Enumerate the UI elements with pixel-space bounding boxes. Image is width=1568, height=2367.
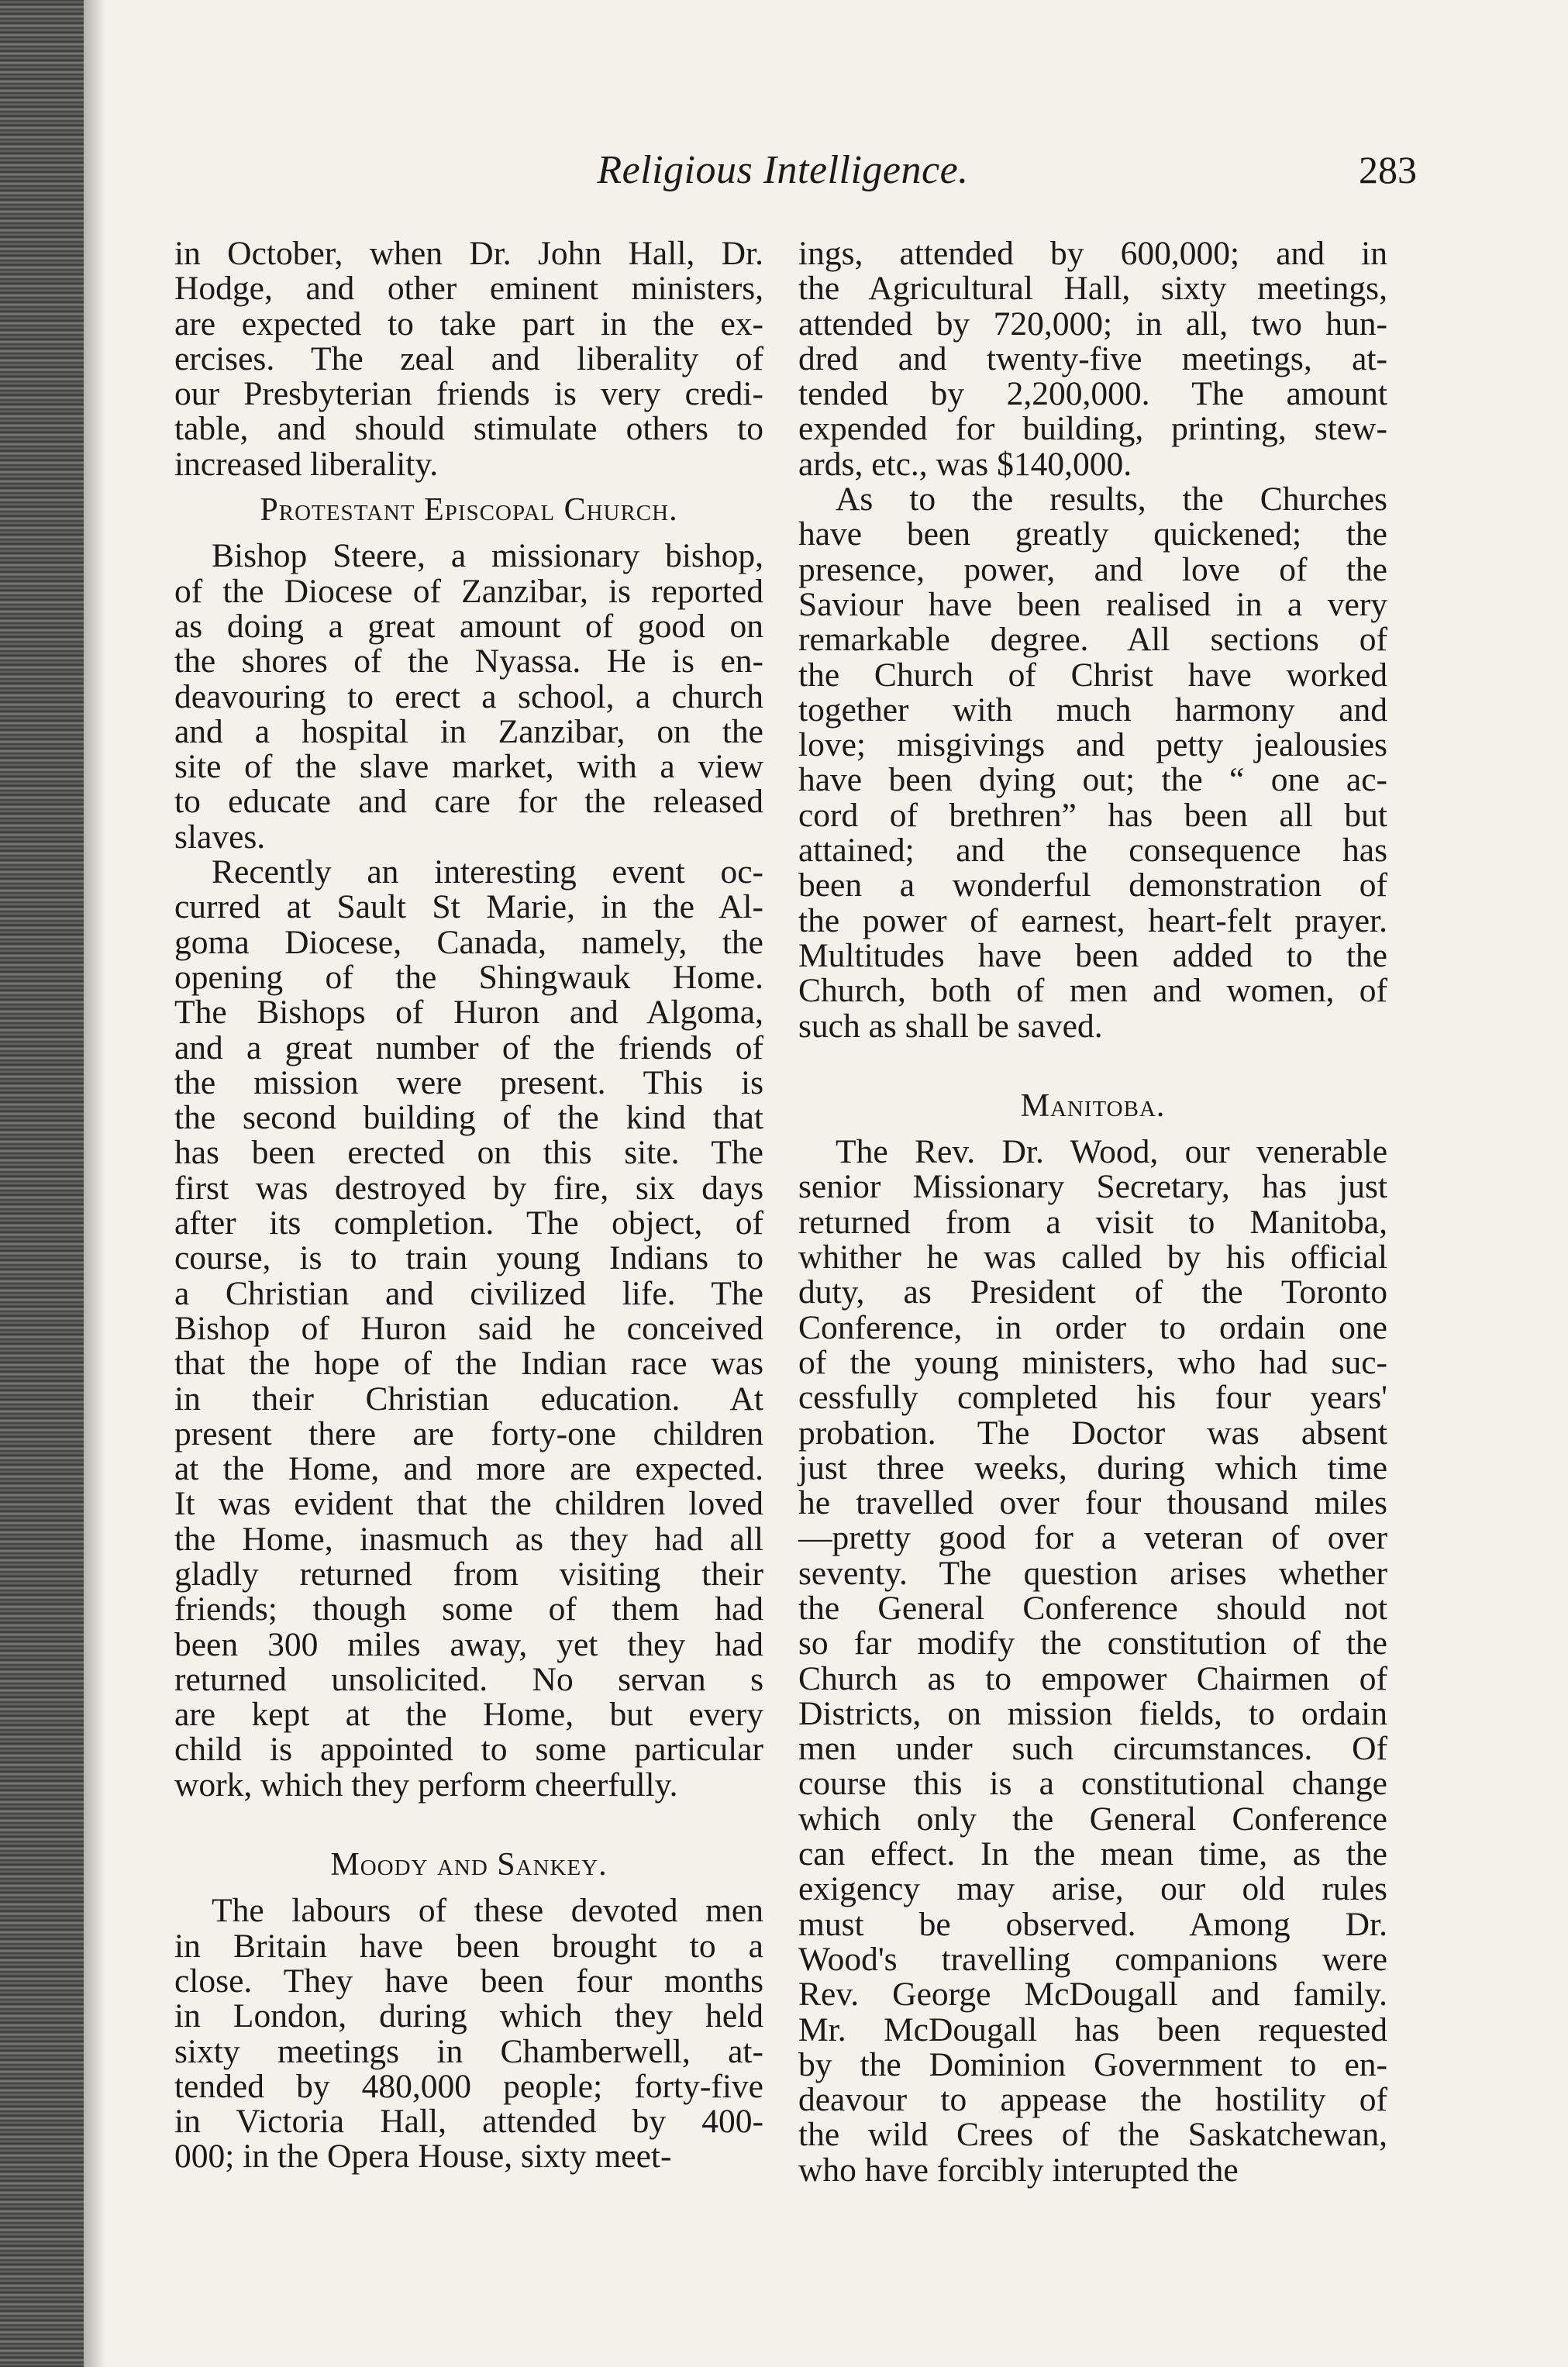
binding-shadow: [84, 0, 105, 2367]
text-line: Rev. George McDougall and family.: [798, 1976, 1387, 2014]
text-line: have been greatly quickened; the: [798, 515, 1387, 553]
text-line: goma Diocese, Canada, namely, the: [174, 923, 763, 961]
text-line: deavour to appease the hostility of: [798, 2081, 1387, 2119]
text-line: exigency may arise, our old rules: [798, 1870, 1387, 1908]
text-line: 000; in the Opera House, sixty meet-: [174, 2138, 672, 2176]
text-line: returned from a visit to Manitoba,: [798, 1203, 1387, 1241]
text-line: cessfully completed his four years': [798, 1379, 1387, 1417]
text-line: site of the slave market, with a view: [174, 748, 763, 786]
text-line: the mission were present. This is: [174, 1063, 763, 1101]
text-line: in their Christian education. At: [174, 1380, 763, 1418]
text-line: dred and twenty-five meetings, at-: [798, 339, 1387, 377]
text-line: can effect. In the mean time, as the: [798, 1835, 1387, 1873]
text-line: presence, power, and love of the: [798, 550, 1387, 588]
text-line: been a wonderful demonstration of: [798, 867, 1387, 904]
text-line: Church, both of men and women, of: [798, 972, 1387, 1010]
text-line: who have forcibly interupted the: [798, 2151, 1239, 2189]
text-line: to educate and care for the released: [174, 783, 763, 821]
text-line: men under such circumstances. Of: [798, 1730, 1387, 1768]
left-column: [174, 236, 763, 2175]
text-line: The labours of these devoted men: [212, 1892, 763, 1930]
text-line: the shores of the Nyassa. He is en-: [174, 643, 763, 680]
text-line: returned unsolicited. No servan s: [174, 1660, 763, 1698]
text-line: the Home, inasmuch as they had all: [174, 1520, 763, 1558]
text-line: as doing a great amount of good on: [174, 607, 763, 645]
text-line: probation. The Doctor was absent: [798, 1414, 1387, 1452]
paragraph-meetings-continued: [798, 236, 1387, 482]
text-line: sixty meetings in Chamberwell, at-: [174, 2032, 763, 2070]
text-line: attended by 720,000; in all, two hun-: [798, 305, 1387, 343]
text-line: Districts, on mission fields, to ordain: [798, 1694, 1387, 1732]
text-line: Saviour have been realised in a very: [798, 585, 1387, 623]
text-line: As to the results, the Churches: [836, 481, 1387, 519]
text-line: Wood's travelling companions were: [798, 1940, 1387, 1978]
text-line: a Christian and civilized life. The: [174, 1274, 763, 1312]
section-gap: [174, 1803, 763, 1837]
text-line: the power of earnest, heart-felt prayer.: [798, 901, 1387, 939]
text-line: after its completion. The object, of: [174, 1204, 763, 1242]
paragraph-moody-sankey: [174, 1893, 763, 2174]
text-line: in October, when Dr. John Hall, Dr.: [174, 235, 763, 272]
text-line: ards, etc., was $140,000.: [798, 445, 1132, 483]
text-line: Conference, in order to ordain one: [798, 1308, 1387, 1346]
text-line: in London, during which they held: [174, 1997, 763, 2035]
section-heading-protestant-episcopal: Protestant Episcopal Church.: [260, 492, 678, 529]
running-title: Religious Intelligence.: [597, 148, 969, 192]
text-line: The Rev. Dr. Wood, our venerable: [836, 1133, 1387, 1171]
text-line: senior Missionary Secretary, has just: [798, 1168, 1387, 1206]
text-line: our Presbyterian friends is very credi-: [174, 375, 763, 413]
text-line: and a hospital in Zanzibar, on the: [174, 712, 763, 750]
text-line: table, and should stimulate others to: [174, 410, 763, 448]
text-line: seventy. The question arises whether: [798, 1554, 1387, 1592]
text-line: The Bishops of Huron and Algoma,: [174, 994, 763, 1032]
text-line: friends; though some of them had: [174, 1590, 763, 1628]
text-line: Recently an interesting event oc-: [212, 853, 763, 891]
text-line: love; misgivings and petty jealousies: [798, 726, 1387, 764]
section-heading-moody-sankey: Moody and Sankey.: [330, 1847, 608, 1883]
text-line: It was evident that the children loved: [174, 1485, 763, 1523]
text-line: Bishop Steere, a missionary bishop,: [212, 537, 763, 575]
text-line: slaves.: [174, 818, 266, 856]
text-line: —pretty good for a veteran of over: [798, 1519, 1387, 1557]
text-line: that the hope of the Indian race was: [174, 1345, 763, 1383]
text-line: deavouring to erect a school, a church: [174, 677, 763, 715]
text-line: of the Diocese of Zanzibar, is reported: [174, 572, 763, 610]
paragraph-bishop-steere: [174, 539, 763, 855]
text-line: the General Conference should not: [798, 1589, 1387, 1627]
text-line: child is appointed to some particular: [174, 1731, 763, 1769]
text-line: attained; and the consequence has: [798, 832, 1387, 870]
text-line: present there are forty-one children: [174, 1414, 763, 1452]
text-line: close. They have been four months: [174, 1962, 763, 2000]
text-line: in Britain have been brought to a: [174, 1927, 763, 1965]
text-line: curred at Sault St Marie, in the Al-: [174, 888, 763, 926]
text-line: whither he was called by his official: [798, 1239, 1387, 1277]
text-line: the second building of the kind that: [174, 1099, 763, 1137]
text-line: course this is a constitutional change: [798, 1765, 1387, 1803]
text-line: been 300 miles away, yet they had: [174, 1625, 763, 1663]
section-heading-manitoba: Manitoba.: [1020, 1087, 1166, 1124]
text-line: are kept at the Home, but every: [174, 1696, 763, 1734]
text-line: at the Home, and more are expected.: [174, 1450, 763, 1488]
text-line: expended for building, printing, stew-: [798, 410, 1387, 448]
text-line: just three weeks, during which time: [798, 1449, 1387, 1487]
text-line: first was destroyed by fire, six days: [174, 1169, 763, 1207]
text-line: Mr. McDougall has been requested: [798, 2010, 1387, 2048]
text-line: Church as to empower Chairmen of: [798, 1659, 1387, 1697]
paragraph-shingwauk-home: [174, 855, 763, 1803]
text-line: such as shall be saved.: [798, 1007, 1103, 1045]
text-line: together with much harmony and: [798, 691, 1387, 729]
text-line: the Agricultural Hall, sixty meetings,: [798, 270, 1387, 308]
paragraph-results: [798, 482, 1387, 1044]
text-line: Multitudes have been added to the: [798, 936, 1387, 974]
text-line: course, is to train young Indians to: [174, 1239, 763, 1277]
text-line: work, which they perform cheerfully.: [174, 1766, 678, 1804]
text-line: of the young ministers, who had suc-: [798, 1343, 1387, 1381]
text-line: has been erected on this site. The: [174, 1134, 763, 1172]
right-column: [798, 236, 1387, 2188]
paragraph-presbyterian-end: [174, 236, 763, 482]
text-line: Bishop of Huron said he conceived: [174, 1309, 763, 1347]
text-line: increased liberality.: [174, 445, 439, 483]
text-line: Hodge, and other eminent ministers,: [174, 270, 763, 308]
text-line: have been dying out; the “ one ac-: [798, 761, 1387, 799]
page-number: 283: [1359, 148, 1417, 191]
text-line: remarkable degree. All sections of: [798, 621, 1387, 659]
text-line: gladly returned from visiting their: [174, 1555, 763, 1593]
text-line: tended by 480,000 people; forty-five: [174, 2067, 763, 2105]
text-line: he travelled over four thousand miles: [798, 1484, 1387, 1522]
text-line: by the Dominion Government to en-: [798, 2045, 1387, 2083]
book-binding-edge: [0, 0, 84, 2367]
text-line: the wild Crees of the Saskatchewan,: [798, 2116, 1387, 2154]
text-line: so far modify the constitution of the: [798, 1625, 1387, 1662]
page-header: [155, 147, 1426, 209]
text-line: the Church of Christ have worked: [798, 656, 1387, 694]
text-line: must be observed. Among Dr.: [798, 1905, 1387, 1943]
text-line: ings, attended by 600,000; and in: [798, 235, 1387, 272]
text-line: ercises. The zeal and liberality of: [174, 339, 763, 377]
text-line: are expected to take part in the ex-: [174, 305, 763, 343]
text-line: opening of the Shingwauk Home.: [174, 958, 763, 996]
paragraph-dr-wood: [798, 1135, 1387, 2188]
text-line: which only the General Conference: [798, 1800, 1387, 1838]
section-gap: [798, 1044, 1387, 1078]
text-line: cord of brethren” has been all but: [798, 796, 1387, 834]
text-line: duty, as President of the Toronto: [798, 1273, 1387, 1311]
text-line: tended by 2,200,000. The amount: [798, 375, 1387, 413]
text-line: in Victoria Hall, attended by 400-: [174, 2103, 763, 2141]
text-line: and a great number of the friends of: [174, 1028, 763, 1066]
